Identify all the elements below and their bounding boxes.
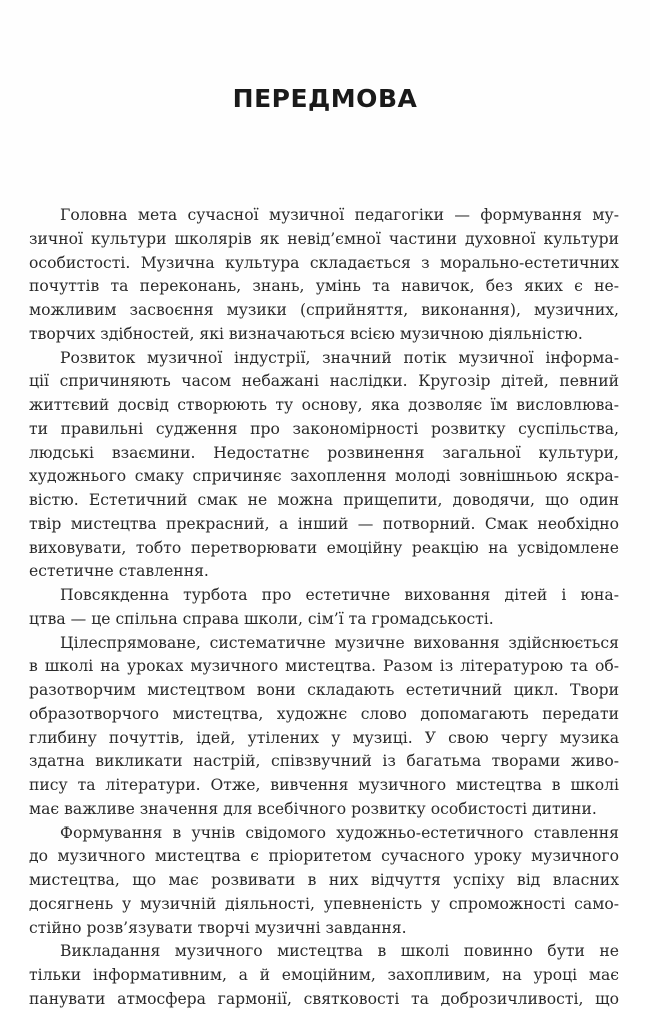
paragraph (29, 347, 619, 585)
text-line: панувати атмосфера гармонії, святковості та доброзичливості, що (29, 989, 619, 1008)
text-line: особистості. Музична культура складається з морально-естетичних (29, 253, 619, 272)
text-line: виховувати, тобто перетворювати емоційну реакцію на усвідомлене (29, 538, 619, 557)
text-line: художнього смаку спричиняє захоплення молоді зовнішньою яскра- (29, 467, 619, 486)
text-line: зичної культури школярів як невід’ємної частини духовної культури (29, 229, 619, 248)
paragraph (29, 940, 619, 1011)
text-line: твір мистецтва прекрасний, а інший — потворний. Смак необхідно (29, 514, 619, 533)
text-line: пису та літератури. Отже, вивчення музичного мистецтва в школі (29, 776, 619, 794)
text-line: Повсякденна турбота про естетичне виховання дітей і юна- (60, 586, 619, 604)
text-line: досягнень у музичній діяльності, упевненість у спроможності само- (29, 894, 619, 913)
text-line: Головна мета сучасної музичної педагогіки — формування му- (60, 206, 619, 224)
text-line: в школі на уроках музичного мистецтва. Разом із літературою та об- (29, 657, 619, 676)
text-line: естетичне ставлення. (29, 562, 209, 581)
text-line: Цілеспрямоване, систематичне музичне виховання здійснюється (60, 633, 619, 652)
text-line: Викладання музичного мистецтва в школі повинно бути не (60, 942, 619, 961)
text-line: здатна викликати настрій, співзвучний із багатьма творами живо- (29, 752, 619, 771)
text-line: Формування в учнів свідомого художньо-естетичного ставлення (60, 823, 619, 842)
text-line: тільки інформативним, а й емоційним, захопливим, на уроці має (29, 966, 619, 984)
text-line: вістю. Естетичний смак не можна прищепити, доводячи, що один (29, 491, 619, 509)
text-line: глибину почуттів, ідей, утілених у музиці. У свою чергу музика (29, 728, 619, 747)
text-line: почуттів та переконань, знань, умінь та навичок, без яких є не- (29, 277, 619, 296)
paragraph (29, 632, 619, 822)
text-line: Розвиток музичної індустрії, значний потік музичної інформа- (60, 348, 619, 367)
paragraph (29, 584, 619, 632)
paragraph (29, 204, 619, 347)
document-body (29, 204, 619, 1012)
text-line: мистецтва, що має розвивати в них відчуття успіху від власних (29, 871, 619, 889)
page-title: ПЕРЕДМОВА (232, 84, 418, 113)
text-line: людські взаємини. Недостатнє розвинення загальної культури, (29, 443, 619, 462)
text-line: має важливе значення для всебічного розвитку особистості дитини. (29, 799, 597, 818)
paragraph (29, 822, 619, 941)
text-line: разотворчим мистецтвом вони складають естетичний цикл. Твори (29, 681, 619, 699)
text-line: до музичного мистецтва є пріоритетом сучасного уроку музичного (29, 847, 619, 866)
text-line: стійно розв’язувати творчі музичні завдання. (29, 918, 407, 937)
text-line: можливим засвоєння музики (сприйняття, виконання), музичних, (29, 301, 619, 319)
text-line: образотворчого мистецтва, художнє слово допомагають передати (29, 704, 619, 723)
text-line: ції спричиняють часом небажані наслідки. Кругозір дітей, певний (29, 372, 619, 391)
text-line: цтва — це спільна справа школи, сім’ї та громадськості. (29, 609, 494, 628)
text-line: творчих здібностей, які визначаються всією музичною діяльністю. (29, 324, 583, 343)
text-line: життєвий досвід створюють ту основу, яка дозволяє їм висловлюва- (29, 396, 619, 414)
text-line: ти правильні судження про закономірності розвитку суспільства, (29, 419, 619, 438)
